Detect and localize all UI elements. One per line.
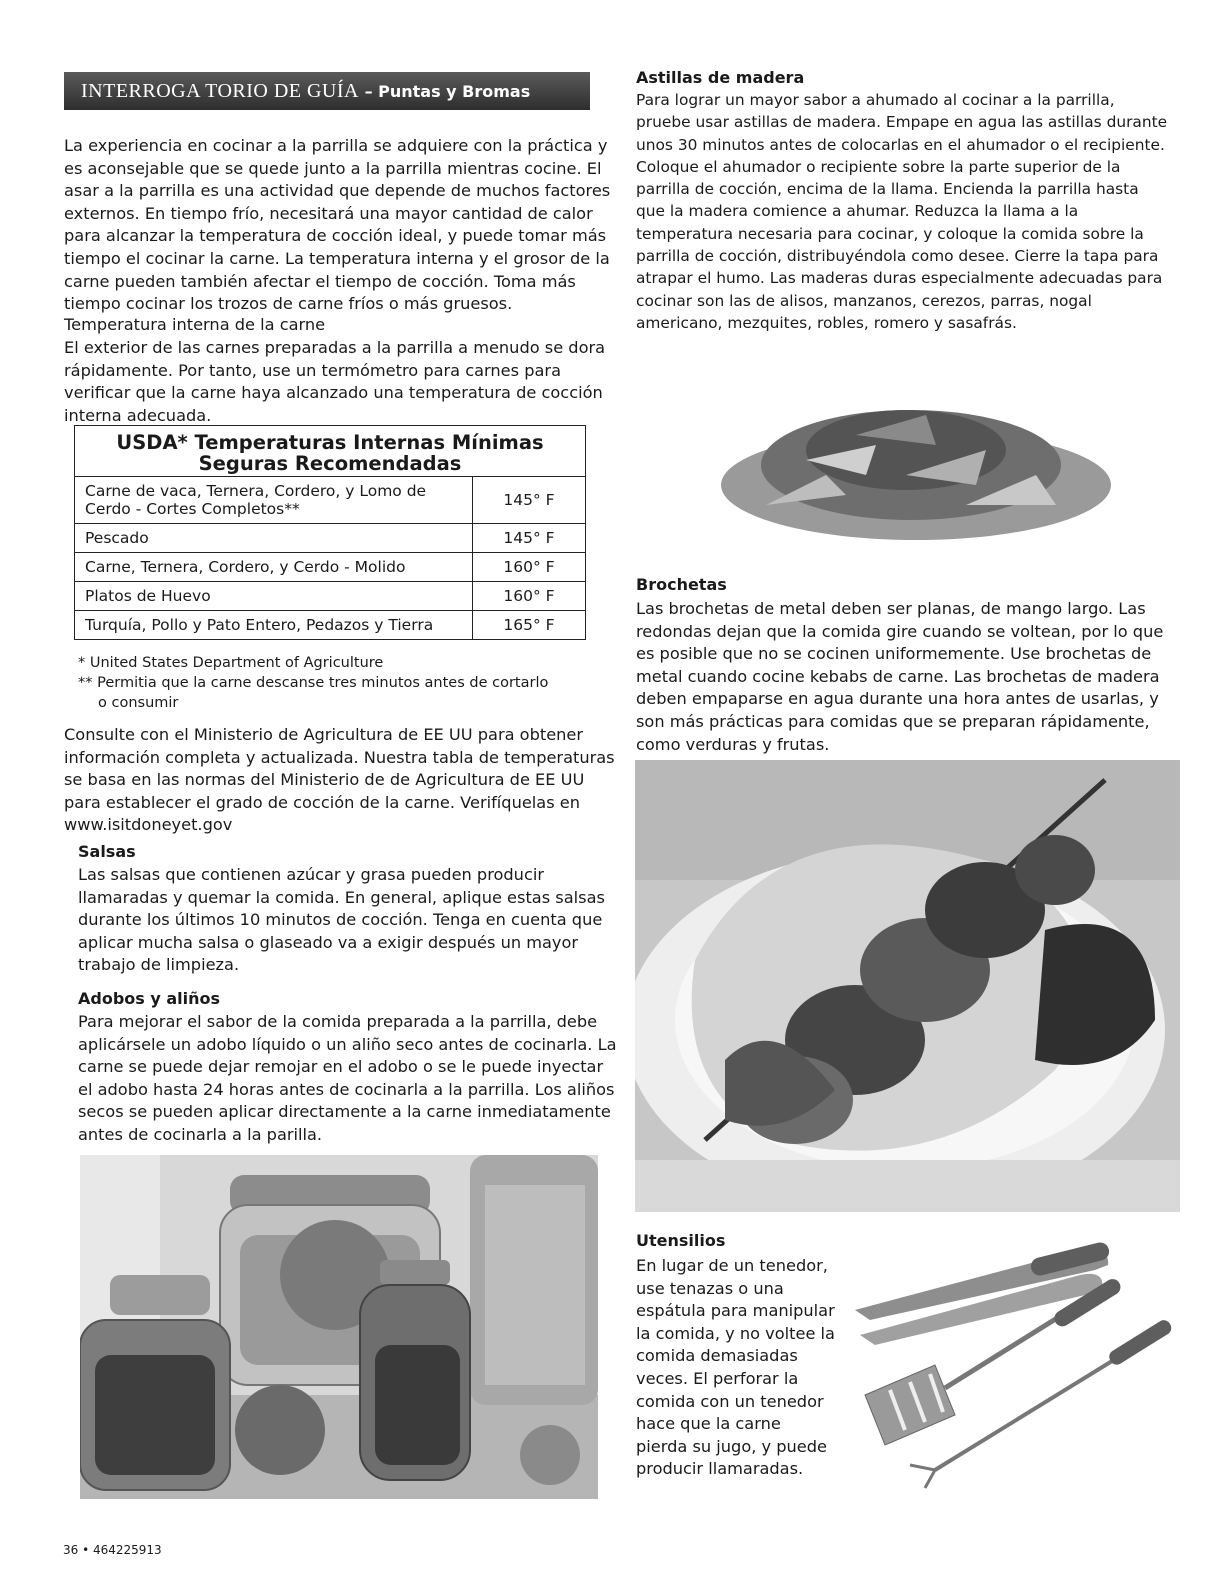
footnote-rest: ** Permitia que la carne descanse tres minutos antes de cortarlo o consumir (78, 675, 549, 711)
internal-temp-paragraph: El exterior de las carnes preparadas a la parrilla a menudo se dora rápidamente. Por tanto, use un termómetro para carnes para verificar que la carne haya alcanzado una temperatura de cocción interna adecuada. (64, 338, 606, 425)
banner-subtitle: – Puntas y Bromas (364, 82, 531, 101)
brochetas-paragraph: Las brochetas de metal deben ser planas, de mango largo. Las redondas dejan que la comida gire cuando se voltean, por lo que es posible que no se cocinen uniformemente. Use brochetas de metal cuando cocine kebabs de carne. Las brochetas de madera deben empaparse en agua durante una hora antes de usarlas, y son más prácticas para comidas que se preparan rápidamente, como verduras y frutas. (636, 599, 1164, 754)
banner-title: INTERROGA TORIO DE GUÍA (81, 80, 359, 102)
table-cell-item: Carne de vaca, Ternera, Cordero, y Lomo de Cerdo - Cortes Completos** (75, 477, 473, 524)
table-cell-item: Carne, Ternera, Cordero, y Cerdo - Molido (75, 553, 473, 582)
table-cell-temp: 165° F (473, 611, 586, 640)
table-row (75, 524, 585, 553)
usda-temperature-table (74, 425, 586, 640)
page-number: 36 • 464225913 (63, 1543, 162, 1557)
astillas-heading: Astillas de madera (636, 68, 805, 87)
adobos-heading: Adobos y aliños (78, 989, 221, 1008)
brochetas-heading: Brochetas (636, 575, 727, 594)
wood-chips-photo (706, 355, 1126, 555)
intro-paragraph: La experiencia en cocinar a la parrilla se adquiere con la práctica y es aconsejable que se quede junto a la parrilla mientras cocine. El asar a la parrilla es una actividad que depende de muchos factores externos. En tiempo frío, necesitará una mayor cantidad de calor para alcanzar la temperatura de cocción ideal, y puede tomar más tiempo el cocinar la carne. La temperatura interna y el grosor de la carne pueden también afectar el tiempo de cocción. Toma más tiempo cocinar los trozos de carne fríos o más gruesos. (64, 136, 611, 314)
grill-utensils-photo (840, 1240, 1185, 1490)
table-cell-temp: 160° F (473, 553, 586, 582)
adobos-paragraph: Para mejorar el sabor de la comida preparada a la parrilla, debe aplicársele un adobo líquido o un aliño seco antes de cocinarla. La carne se puede dejar remojar en el adobo o se le puede inyectar el adobo hasta 24 horas antes de cocinarla a la parrilla. Los aliños secos se pueden aplicar directamente a la carne inmediatamente antes de cocinarla a la parilla. (78, 1012, 617, 1144)
utensilios-heading: Utensilios (636, 1231, 726, 1250)
kebab-photo (635, 760, 1180, 1212)
marinade-jars-photo (80, 1155, 598, 1499)
table-cell-temp: 145° F (473, 524, 586, 553)
table-cell-temp: 145° F (473, 477, 586, 524)
internal-temp-heading: Temperatura interna de la carne (64, 315, 326, 334)
salsas-heading: Salsas (78, 842, 136, 861)
table-row (75, 477, 585, 524)
table-cell-item: Turquía, Pollo y Pato Entero, Pedazos y Tierra (75, 611, 473, 640)
table-row (75, 611, 585, 640)
table-cell-item: Pescado (75, 524, 473, 553)
astillas-paragraph: Para lograr un mayor sabor a ahumado al cocinar a la parrilla, pruebe usar astillas de madera. Empape en agua las astillas durante unos 30 minutos antes de colocarlas en el ahumador o el recipiente. Coloque el ahumador o recipiente sobre la parte superior de la parrilla de cocción, encima de la llama. Encienda la parrilla hasta que la madera comience a ahumar. Reduzca la llama a la temperatura necesaria para cocinar, y coloque la comida sobre la parrilla de cocción, distribuyéndola como desee. Cierre la tapa para atrapar el humo. Las maderas duras especialmente adecuadas para cocinar son las de alisos, manzanos, cerezos, parras, nogal americano, mezquites, robles, romero y sasafrás. (636, 91, 1168, 332)
table-cell-temp: 160° F (473, 582, 586, 611)
consult-paragraph: Consulte con el Ministerio de Agricultura de EE UU para obtener información completa y actualizada. Nuestra tabla de temperaturas se basa en las normas del Ministerio de de Agricultura de EE UU para establecer el grado de cocción de la carne. Verifíquelas en www.isitdoneyet.gov (64, 725, 615, 835)
utensilios-paragraph: En lugar de un tenedor, use tenazas o una espátula para manipular la comida, y no voltee la comida demasiadas veces. El perforar la comida con un tenedor hace que la carne pierda su jugo, y puede producir llamaradas. (636, 1256, 835, 1479)
section-banner (64, 72, 590, 110)
salsas-paragraph: Las salsas que contienen azúcar y grasa pueden producir llamaradas y quemar la comida. En general, aplique estas salsas durante los últimos 10 minutos de cocción. Tenga en cuenta que aplicar mucha salsa o glaseado va a exigir después un mayor trabajo de limpieza. (78, 865, 605, 975)
table-cell-item: Platos de Huevo (75, 582, 473, 611)
footnote-usda: * United States Department of Agriculture (78, 655, 384, 671)
table-row (75, 582, 585, 611)
usda-table-title: USDA* Temperaturas Internas Mínimas Seguras Recomendadas (75, 426, 585, 477)
table-row (75, 553, 585, 582)
